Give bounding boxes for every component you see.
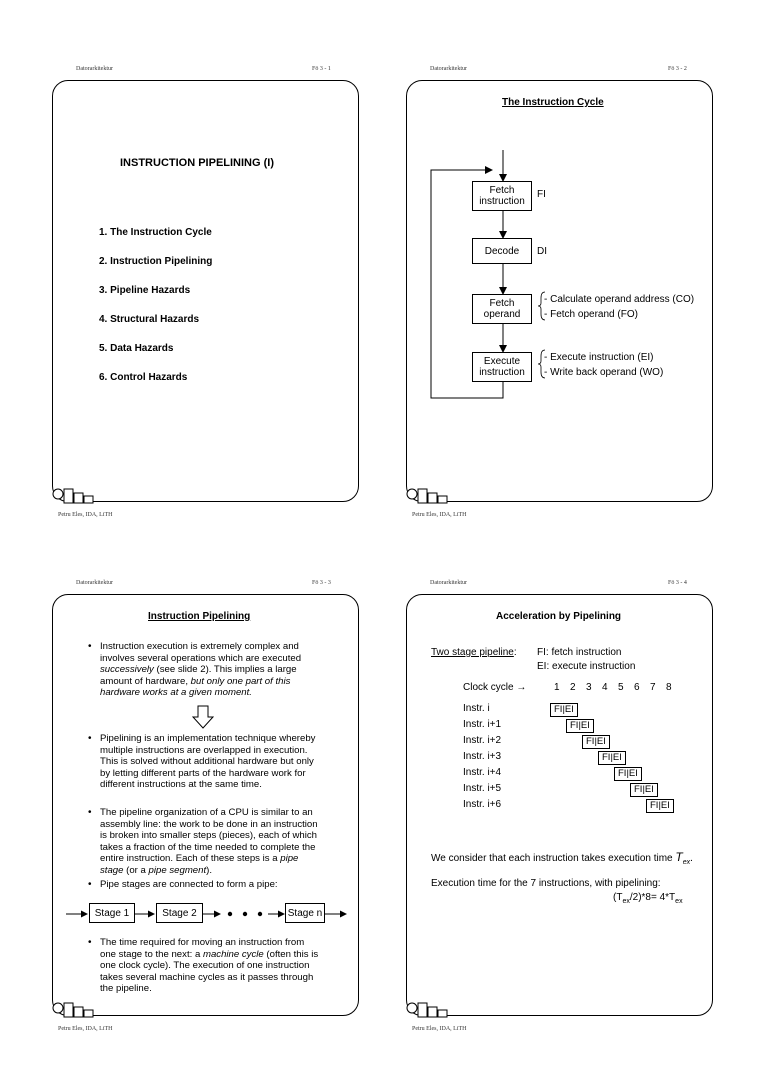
cycle-number: 3	[586, 682, 592, 693]
decode-box: Decode	[472, 238, 532, 264]
instr-label: Instr. i+3	[463, 751, 502, 762]
slide1-title: INSTRUCTION PIPELINING (I)	[120, 157, 274, 169]
liu-logo-icon	[52, 488, 96, 504]
instr-label: Instr. i+1	[463, 719, 502, 730]
fetch-note: - Fetch operand (FO)	[544, 309, 638, 320]
slide2-header-left: Datorarkitektur	[430, 66, 467, 72]
slide1-item: 3. Pipeline Hazards	[99, 285, 191, 296]
slide4-footer: Petru Eles, IDA, LiTH	[412, 1026, 467, 1032]
slide1-header-left: Datorarkitektur	[76, 66, 113, 72]
cycle-number: 6	[634, 682, 640, 693]
slide3-footer: Petru Eles, IDA, LiTH	[58, 1026, 113, 1032]
cycle-number: 4	[602, 682, 608, 693]
bullet-1: Instruction execution is extremely complex and involves several operations which are executed successively (see slide 2). This implies a large amount of hardware, but only one part of this hardware works at a given moment.	[100, 641, 302, 699]
exec-time-text: Execution time for the 7 instructions, with pipelining:	[431, 878, 661, 889]
slide3-header-left: Datorarkitektur	[76, 580, 113, 586]
fi-ei-cell: FI|EI	[550, 703, 578, 717]
stage-box: Stage 2	[156, 903, 203, 923]
clock-cycle-label: Clock cycle →	[463, 682, 527, 693]
slide4-header-right: Fö 3 - 4	[668, 580, 687, 586]
liu-logo-icon	[406, 1002, 450, 1018]
slide1-item: 4. Structural Hazards	[99, 314, 200, 325]
instr-label: Instr. i	[463, 703, 490, 714]
consider-text: We consider that each instruction takes execution time $T_{ex}$.	[431, 850, 693, 866]
fi-ei-cell: FI|EI	[630, 783, 658, 797]
bullet-2: Pipelining is an implementation technique whereby multiple instructions are overlapped in execution. This is solved without additional hardware but only by letting different parts of the hardware work for different instructions at the same time.	[100, 733, 316, 791]
slide3-header-right: Fö 3 - 3	[312, 580, 331, 586]
bullet-4: Pipe stages are connected to form a pipe:	[100, 879, 278, 890]
bullet-dot: •	[88, 733, 92, 744]
ei-definition: EI: execute instruction	[537, 661, 636, 672]
fi-ei-cell: FI|EI	[646, 799, 674, 813]
bullet-dot: •	[88, 807, 92, 818]
instr-label: Instr. i+6	[463, 799, 502, 810]
pipeline-label: Two stage pipeline:	[431, 647, 517, 658]
di-label: DI	[537, 246, 547, 257]
down-arrow-icon	[192, 705, 214, 729]
bullet-dot: •	[88, 641, 92, 652]
fetch-operand-box: Fetch operand	[472, 294, 532, 324]
slide1-item: 5. Data Hazards	[99, 343, 174, 354]
fi-label: FI	[537, 189, 546, 200]
fi-ei-cell: FI|EI	[598, 751, 626, 765]
slide4-title: Acceleration by Pipelining	[496, 611, 622, 622]
liu-logo-icon	[406, 488, 450, 504]
fi-definition: FI: fetch instruction	[537, 647, 622, 658]
formula: $(T_{ex}/2)*8= 4*T_{ex}$	[613, 892, 683, 905]
slide4-header-left: Datorarkitektur	[430, 580, 467, 586]
slide1-footer: Petru Eles, IDA, LiTH	[58, 512, 113, 518]
fetch-note: - Calculate operand address (CO)	[544, 294, 695, 305]
fi-ei-cell: FI|EI	[614, 767, 642, 781]
slide1-item: 6. Control Hazards	[99, 372, 188, 383]
fi-ei-cell: FI|EI	[582, 735, 610, 749]
slide3-title: Instruction Pipelining	[148, 611, 251, 622]
bullet-dot: •	[88, 879, 92, 890]
instr-label: Instr. i+2	[463, 735, 502, 746]
slide1-header-right: Fö 3 - 1	[312, 66, 331, 72]
instruction-cycle-flowchart	[406, 80, 711, 500]
cycle-number: 2	[570, 682, 576, 693]
cycle-number: 8	[666, 682, 672, 693]
instr-label: Instr. i+5	[463, 783, 502, 794]
liu-logo-icon	[52, 1002, 96, 1018]
slide1-item: 2. Instruction Pipelining	[99, 256, 213, 267]
execute-note: - Write back operand (WO)	[544, 367, 664, 378]
cycle-number: 1	[554, 682, 560, 693]
fi-ei-cell: FI|EI	[566, 719, 594, 733]
execute-instruction-box: Execute instruction	[472, 352, 532, 382]
stage-box: Stage 1	[89, 903, 135, 923]
fetch-instruction-box: Fetch instruction	[472, 181, 532, 211]
slide2-title: The Instruction Cycle	[502, 97, 604, 108]
bullet-5: The time required for moving an instruction from one stage to the next: a machine cycle (often this is one clock cycle). The execution of one instruction takes several machine cycles as it passes through the pipeline.	[100, 937, 319, 995]
slide2-footer: Petru Eles, IDA, LiTH	[412, 512, 467, 518]
instr-label: Instr. i+4	[463, 767, 502, 778]
stage-box: Stage n	[285, 903, 325, 923]
execute-note: - Execute instruction (EI)	[544, 352, 654, 363]
cycle-number: 7	[650, 682, 656, 693]
bullet-3: The pipeline organization of a CPU is similar to an assembly line: the work to be done in an instruction is broken into smaller steps (pieces), each of which takes a fraction of the time needed to complete the entire instruction. Each of these steps is a pipe stage (or a pipe segment).	[100, 807, 318, 876]
slide1-item: 1. The Instruction Cycle	[99, 227, 212, 238]
cycle-number: 5	[618, 682, 624, 693]
slide2-header-right: Fö 3 - 2	[668, 66, 687, 72]
bullet-dot: •	[88, 937, 92, 948]
